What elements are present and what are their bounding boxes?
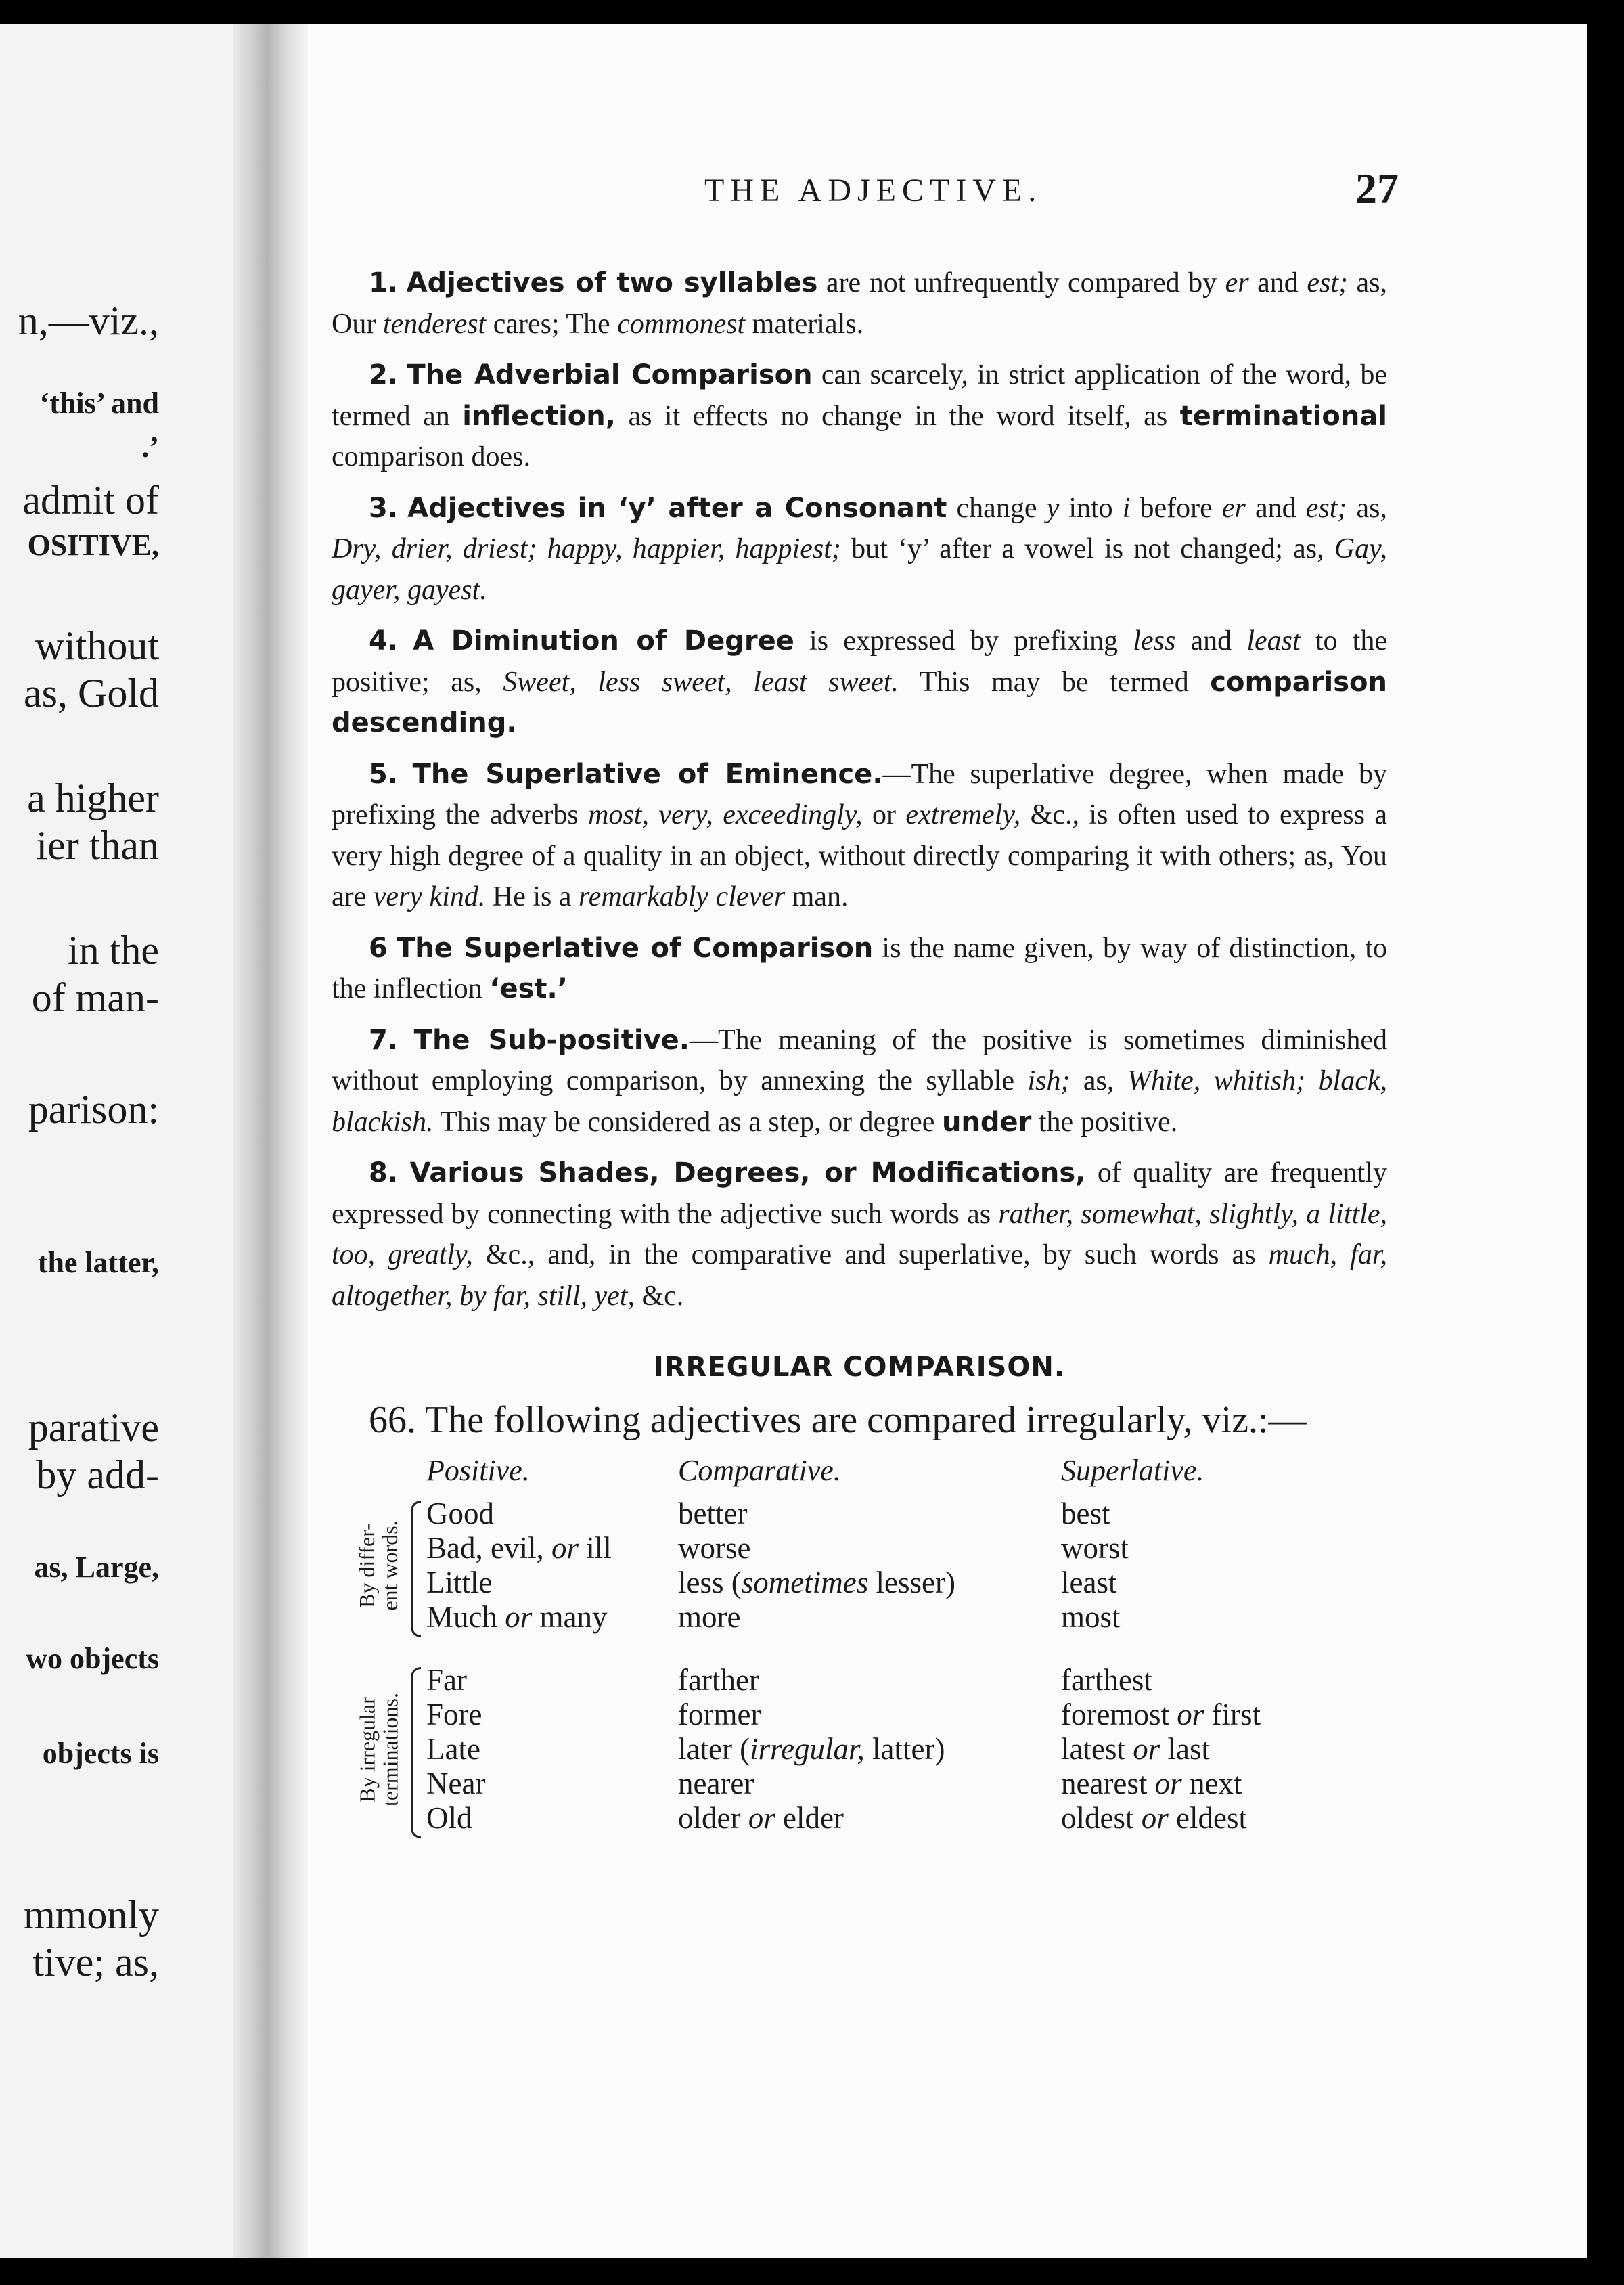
section-intro: 66. The following adjectives are compared irregularly, viz.:—	[369, 1399, 1307, 1441]
bold-text: comparison descending.	[332, 666, 1387, 738]
positive-cell	[426, 1767, 485, 1800]
left-page-text-fragment: of man-	[31, 975, 159, 1020]
group-label	[355, 1496, 403, 1635]
left-page-text-fragment: in the	[68, 928, 159, 973]
note-lead: Adjectives of two syllables	[406, 267, 818, 298]
text-run: Late	[426, 1732, 480, 1766]
left-page-text-fragment: as, Gold	[24, 671, 159, 715]
text-run: as it effects no change in the word itself, as	[615, 400, 1180, 432]
italic-text: remarkably clever	[579, 881, 786, 912]
text-run: &c., is often used to express a very high degree of a quality in an object, without directly comparing it with others; as, You are	[332, 799, 1387, 912]
text-run: of quality are frequently expressed by connecting with the adjective such words as	[332, 1157, 1388, 1230]
text-run: nearest	[1061, 1767, 1155, 1800]
group-label-line: terminations.	[378, 1692, 402, 1806]
note-number: 3.	[369, 492, 399, 524]
text-run: and	[1248, 267, 1307, 298]
text-run: —The superlative degree, when made by prefixing the adverbs	[332, 758, 1387, 830]
text-run: materials.	[745, 308, 864, 340]
left-page-text-fragment: objects is	[42, 1737, 159, 1770]
italic-text: White, whitish; black, blackish.	[332, 1065, 1387, 1138]
italic-text: er	[1221, 492, 1246, 524]
text-run: better	[678, 1496, 748, 1530]
text-run: change	[947, 492, 1047, 524]
book-gutter	[233, 24, 308, 2258]
text-run: Far	[426, 1663, 467, 1697]
italic-text: tenderest	[382, 308, 487, 340]
comparative-cell	[678, 1496, 747, 1530]
note-paragraph	[332, 621, 1387, 744]
text-run: man.	[785, 881, 849, 912]
italic-text: least	[1246, 625, 1301, 657]
text-run: former	[678, 1698, 761, 1731]
note-number: 8.	[369, 1157, 399, 1189]
italic-text: or	[1154, 1767, 1182, 1800]
comparative-cell	[678, 1566, 955, 1599]
italic-text: est;	[1307, 267, 1348, 298]
note-paragraph	[332, 488, 1387, 611]
comparative-cell	[678, 1600, 740, 1634]
text-run: best	[1061, 1496, 1110, 1530]
note-paragraph	[332, 263, 1387, 345]
text-run: Fore	[426, 1698, 482, 1731]
italic-text: less	[1133, 625, 1176, 657]
left-page-text-fragment: as, Large,	[34, 1551, 159, 1584]
text-run: first	[1204, 1698, 1261, 1731]
text-run: many	[532, 1600, 608, 1634]
left-page-text-fragment: mmonly	[23, 1892, 159, 1937]
note-lead: Various Shades, Degrees, or Modifications,	[409, 1157, 1086, 1189]
positive-cell	[426, 1732, 480, 1766]
italic-text: Sweet, less sweet, least sweet.	[503, 666, 899, 698]
left-page-text-fragment: the latter,	[37, 1246, 159, 1279]
note-number: 1.	[369, 267, 399, 298]
comparative-cell	[678, 1767, 754, 1800]
text-run: can scarcely, in strict application of the word, be termed an	[332, 359, 1387, 432]
italic-text: irregular,	[750, 1732, 865, 1766]
text-run: and	[1245, 492, 1306, 524]
text-run: as, Our	[332, 267, 1387, 340]
text-run: foremost	[1061, 1698, 1177, 1731]
text-run: Near	[426, 1767, 486, 1800]
text-run: &c., and, in the comparative and superlative, by such words as	[472, 1239, 1269, 1270]
text-run: farther	[678, 1663, 759, 1697]
note-lead: The Superlative of Comparison	[396, 932, 874, 964]
note-paragraph	[332, 355, 1387, 478]
text-run: least	[1061, 1566, 1117, 1599]
group-label	[355, 1663, 403, 1836]
text-run: latter)	[864, 1732, 945, 1766]
text-run: is the name given, by way of distinction, to the inflection	[332, 932, 1388, 1004]
note-paragraph	[332, 928, 1387, 1010]
italic-text: or	[1141, 1801, 1169, 1835]
left-page-text-fragment: tive; as,	[32, 1940, 159, 1984]
superlative-cell	[1061, 1663, 1152, 1697]
text-run: worse	[678, 1531, 751, 1565]
left-page-text-fragment: ier than	[36, 823, 159, 868]
superlative-cell	[1061, 1566, 1116, 1599]
text-run: This may be considered as a step, or degree	[433, 1106, 942, 1138]
page-content	[332, 263, 1387, 1859]
italic-text: or	[1133, 1732, 1160, 1766]
superlative-cell	[1061, 1698, 1261, 1731]
note-number: 5.	[369, 758, 399, 790]
text-run: to the positive; as,	[332, 625, 1387, 698]
bold-text: terminational	[1179, 400, 1387, 432]
positive-cell	[426, 1600, 608, 1634]
column-header-superlative: Superlative.	[1061, 1454, 1204, 1487]
left-page-text-fragment: ‘this’ and	[39, 386, 159, 420]
text-run: Old	[426, 1801, 472, 1835]
text-run: last	[1160, 1732, 1210, 1766]
note-lead: The Superlative of Eminence.	[412, 758, 883, 790]
text-run: comparison does.	[332, 441, 531, 472]
text-run: cares; The	[486, 308, 618, 340]
column-header-positive: Positive.	[426, 1454, 530, 1487]
left-page-text-fragment: by add-	[36, 1452, 159, 1497]
italic-text: ish;	[1027, 1065, 1070, 1096]
text-run: ill	[578, 1531, 612, 1565]
bold-text: under	[941, 1106, 1032, 1138]
comparison-table	[332, 1453, 1387, 1859]
text-run: as,	[1070, 1065, 1127, 1096]
page-number: 27	[1355, 164, 1399, 213]
note-number: 4.	[369, 625, 399, 657]
note-number: 2.	[369, 359, 399, 391]
group-label-line: By differ-	[355, 1523, 379, 1608]
text-run: later (	[678, 1732, 750, 1766]
text-run: farthest	[1061, 1663, 1152, 1697]
note-number: 6	[369, 932, 388, 964]
group-brace	[411, 1667, 421, 1838]
text-run: Much	[426, 1600, 505, 1634]
text-run: less (	[678, 1566, 742, 1599]
superlative-cell	[1061, 1801, 1247, 1835]
text-run: worst	[1061, 1531, 1129, 1565]
note-lead: The Sub-positive.	[413, 1024, 690, 1056]
left-page-text-fragment: admit of	[22, 478, 159, 523]
italic-text: Gay, gayer, gayest.	[332, 533, 1387, 606]
notes-list	[332, 263, 1387, 1316]
left-page-text-fragment: wo objects	[26, 1642, 159, 1675]
left-page-text-fragment: parison:	[28, 1087, 159, 1132]
text-run: This may be termed	[898, 666, 1211, 698]
group-label-line: ent words.	[378, 1520, 402, 1611]
positive-cell	[426, 1566, 492, 1599]
comparative-cell	[678, 1801, 844, 1835]
left-page-text-fragment: parative	[28, 1405, 159, 1450]
superlative-cell	[1061, 1600, 1121, 1634]
text-run: Good	[426, 1496, 494, 1530]
text-run: latest	[1061, 1732, 1133, 1766]
italic-text: sometimes	[741, 1566, 869, 1599]
text-run: next	[1181, 1767, 1242, 1800]
italic-text: i	[1122, 492, 1131, 524]
note-paragraph	[332, 1020, 1387, 1143]
left-page-text-fragment: n,—viz.,	[18, 298, 159, 343]
group-brace	[411, 1501, 421, 1637]
italic-text: or	[1177, 1698, 1204, 1731]
italic-text: or	[551, 1531, 579, 1565]
column-header-comparative: Comparative.	[678, 1454, 841, 1487]
comparative-cell	[678, 1663, 759, 1697]
text-run: as,	[1347, 492, 1387, 524]
note-lead: Adjectives in ‘y’ after a Consonant	[407, 492, 947, 524]
left-page-text-fragment: a higher	[27, 776, 159, 820]
text-run: &c.	[634, 1280, 684, 1312]
italic-text: much, far, altogether, by far, still, yet,	[332, 1239, 1388, 1312]
text-run: the positive.	[1031, 1106, 1178, 1138]
bold-text: inflection,	[462, 400, 616, 432]
right-page	[308, 24, 1587, 2258]
left-page-edge	[0, 24, 233, 2258]
superlative-cell	[1061, 1496, 1110, 1530]
superlative-cell	[1061, 1531, 1129, 1565]
running-head: THE ADJECTIVE.	[704, 173, 1043, 208]
italic-text: or	[505, 1600, 533, 1634]
left-page-text-fragment: .’	[141, 430, 159, 464]
text-run: are not unfrequently compared by	[817, 267, 1225, 298]
text-run: Bad, evil,	[426, 1531, 551, 1565]
comparative-cell	[678, 1531, 750, 1565]
note-lead: The Adverbial Comparison	[407, 359, 813, 391]
positive-cell	[426, 1801, 472, 1835]
text-run: —The meaning of the positive is sometimes diminished without employing comparison, by annexing the syllable	[332, 1024, 1387, 1096]
comparative-cell	[678, 1732, 945, 1766]
text-run: or	[862, 799, 906, 830]
italic-text: Dry, drier, driest; happy, happier, happiest;	[332, 533, 841, 564]
positive-cell	[426, 1663, 467, 1697]
superlative-cell	[1061, 1732, 1210, 1766]
italic-text: rather, somewhat, slightly, a little, too, greatly,	[332, 1198, 1387, 1270]
text-run: older	[678, 1801, 748, 1835]
italic-text: or	[748, 1801, 775, 1835]
text-run: more	[678, 1600, 741, 1634]
text-run: but ‘y’ after a vowel is not changed; as,	[840, 533, 1334, 564]
positive-cell	[426, 1531, 612, 1565]
text-run: nearer	[678, 1767, 754, 1800]
italic-text: very kind.	[373, 881, 486, 912]
section-title: IRREGULAR COMPARISON.	[653, 1352, 1066, 1383]
italic-text: most, very, exceedingly,	[588, 799, 863, 830]
bold-text: ‘est.’	[489, 973, 568, 1004]
positive-cell	[426, 1698, 482, 1731]
group-label-line: By irregular	[355, 1696, 379, 1802]
text-run: He is a	[485, 881, 579, 912]
text-run: Little	[426, 1566, 493, 1599]
comparative-cell	[678, 1698, 761, 1731]
text-run: into	[1059, 492, 1123, 524]
text-run: lesser)	[868, 1566, 955, 1599]
note-number: 7.	[369, 1024, 399, 1056]
italic-text: er	[1225, 267, 1249, 298]
text-run: and	[1175, 625, 1247, 657]
text-run: elder	[775, 1801, 844, 1835]
positive-cell	[426, 1496, 494, 1530]
italic-text: est;	[1305, 492, 1347, 524]
text-run: most	[1061, 1600, 1121, 1634]
superlative-cell	[1061, 1767, 1242, 1800]
text-run: oldest	[1061, 1801, 1142, 1835]
note-paragraph	[332, 1153, 1387, 1316]
note-paragraph	[332, 754, 1387, 918]
text-run: eldest	[1168, 1801, 1247, 1835]
text-run: before	[1130, 492, 1222, 524]
text-run: is expressed by prefixing	[794, 625, 1133, 657]
left-page-text-fragment: OSITIVE,	[27, 529, 159, 562]
left-page-text-fragment: without	[35, 623, 159, 668]
italic-text: commonest	[617, 308, 746, 340]
italic-text: y	[1046, 492, 1060, 524]
note-lead: A Diminution of Degree	[413, 625, 794, 657]
italic-text: extremely,	[905, 799, 1021, 830]
